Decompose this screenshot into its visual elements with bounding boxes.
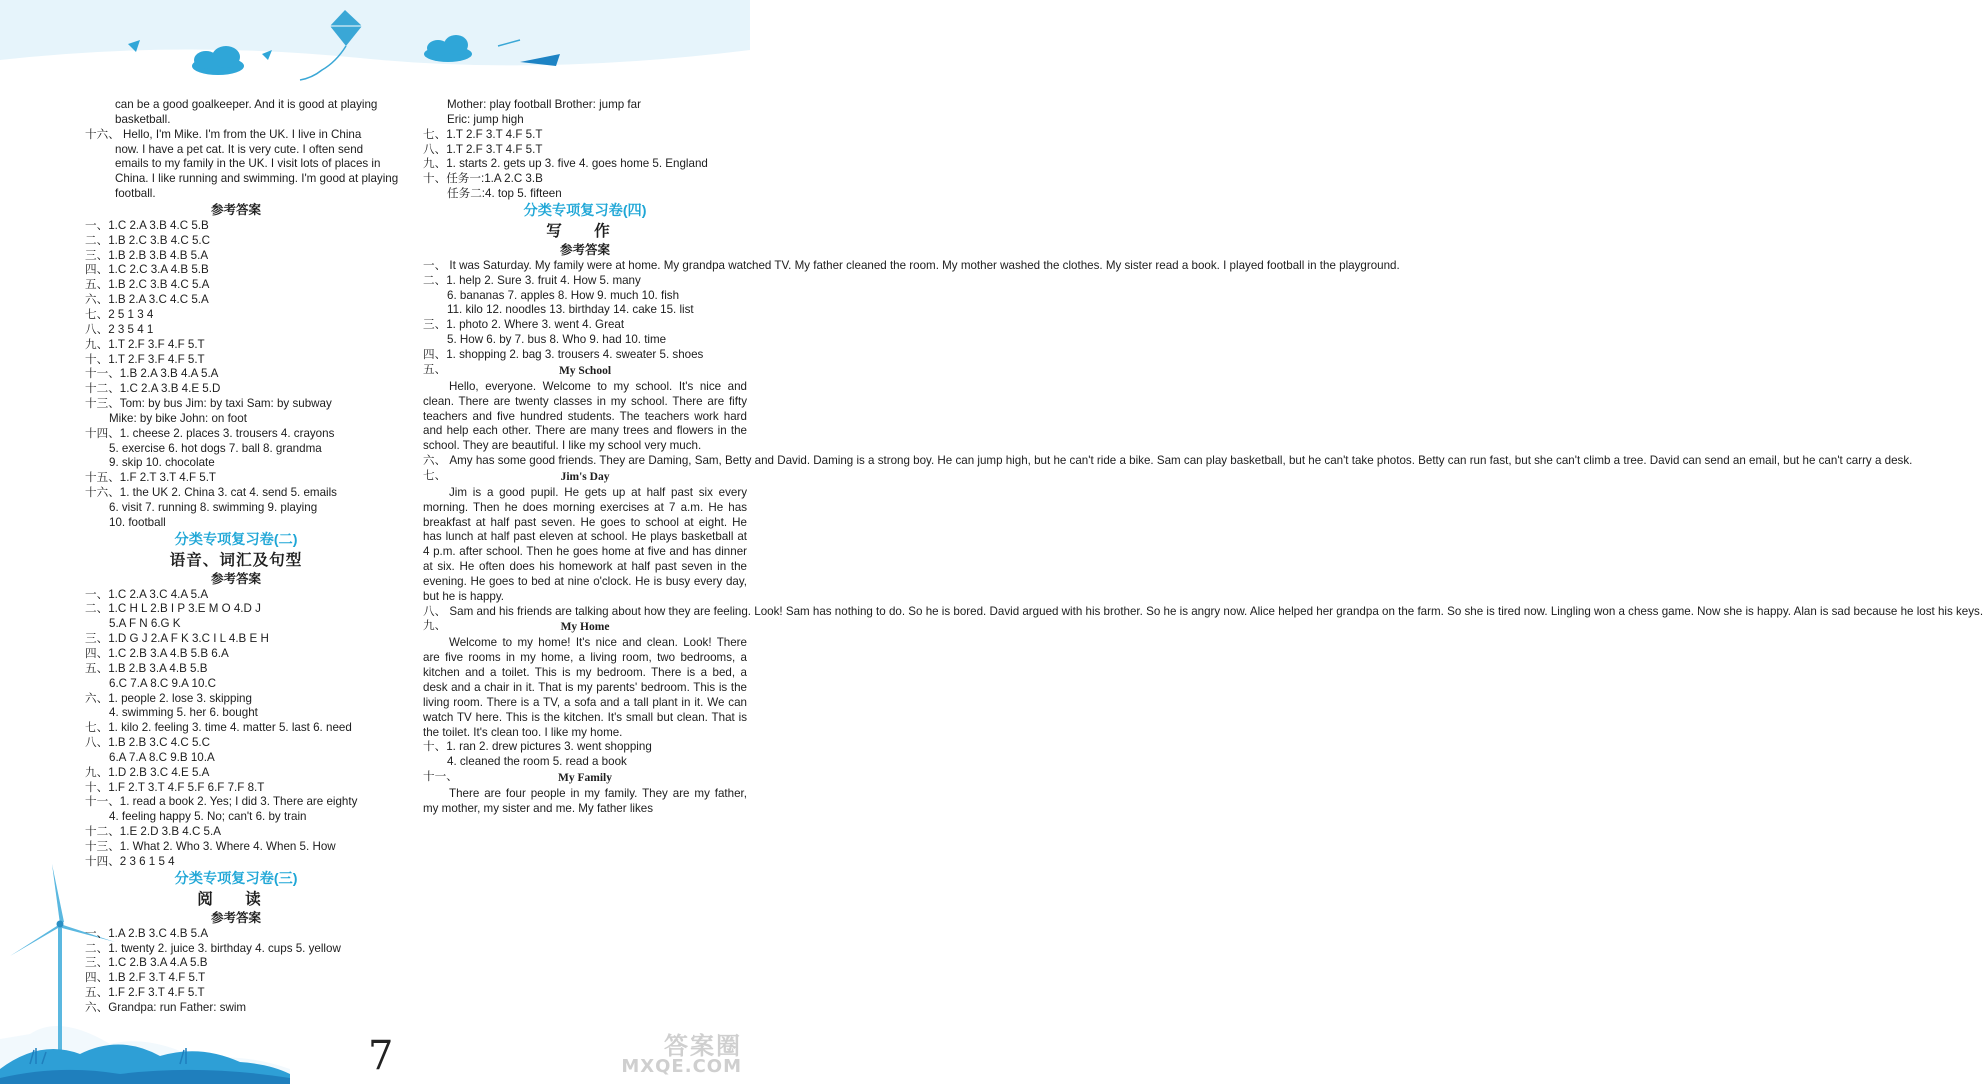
answer-line: 四、1. shopping 2. bag 3. trousers 4. sweater 5. shoes bbox=[423, 347, 704, 361]
answer-line: 六、Grandpa: run Father: swim bbox=[85, 1000, 247, 1014]
section-title: 分类专项复习卷(三) bbox=[174, 870, 298, 887]
answer-line: 三、1.D G J 2.A F K 3.C I L 4.B E H bbox=[85, 632, 269, 646]
answer-line: 五、1.B 2.B 3.A 4.B 5.B bbox=[85, 661, 208, 675]
answer-line: 4. feeling happy 5. No; can't 6. by train bbox=[109, 810, 307, 824]
answer-key-heading: 参考答案 bbox=[210, 571, 261, 586]
answer-line: football. bbox=[115, 187, 156, 201]
section-heading-row bbox=[423, 770, 747, 787]
watermark-title: 答案圈 bbox=[664, 1032, 742, 1060]
answer-key-heading: 参考答案 bbox=[210, 202, 261, 217]
answer-line: 6. bananas 7. apples 8. How 9. much 10. fish bbox=[447, 288, 680, 302]
left-column bbox=[85, 98, 399, 1016]
answer-line: 十六、 Hello, I'm Mike. I'm from the UK. I live in China bbox=[85, 127, 362, 141]
answer-line: 四、1.B 2.F 3.T 4.F 5.T bbox=[85, 971, 206, 985]
section-heading-row bbox=[423, 619, 747, 636]
answer-paragraph: 八、 Sam and his friends are talking about how they are feeling. Look! Sam has nothing to do. So he is bored. David argued with his brother. So he is angry now. Alice helped her grandpa on the farm. So she is tired now. Lingling won a chess game. Now she is happy. Alan is sad because he lost his keys. bbox=[423, 604, 1983, 618]
answer-line: 八、2 3 5 4 1 bbox=[85, 322, 154, 336]
answer-line: 一、1.C 2.A 3.B 4.C 5.B bbox=[85, 218, 209, 232]
answer-key-heading: 参考答案 bbox=[559, 242, 610, 257]
answer-line: 6.C 7.A 8.C 9.A 10.C bbox=[109, 676, 216, 690]
answer-line: 三、1.C 2.B 3.A 4.A 5.B bbox=[85, 956, 208, 970]
answer-line: 四、1.C 2.B 3.A 4.B 5.B 6.A bbox=[85, 647, 229, 660]
answer-line: 十二、1.E 2.D 3.B 4.C 5.A bbox=[85, 825, 221, 839]
answer-line: 10. football bbox=[109, 515, 166, 529]
section-number: 十一、 bbox=[423, 770, 458, 784]
essay-title: Jim's Day bbox=[560, 470, 610, 483]
answer-line: 八、1.T 2.F 3.T 4.F 5.T bbox=[423, 142, 543, 156]
answer-line: 五、1.F 2.F 3.T 4.F 5.T bbox=[85, 986, 205, 1000]
answer-line: emails to my family in the UK. I visit lots of places in bbox=[115, 157, 381, 171]
answer-paragraph: Jim is a good pupil. He gets up at half past six every morning. Then he does morning exercises at 7 a.m. He has breakfast at half past seven. He goes to school at eight. He has lunch at half past eleven at school. He plays basketball at 4 p.m. after school. Then he goes home at five and has dinner at six. He often does his homework at half past seven in the evening. He goes to bed at nine o'clock. He is busy every day, but he is happy. bbox=[423, 485, 747, 603]
answer-line: 11. kilo 12. noodles 13. birthday 14. cake 15. list bbox=[447, 303, 694, 317]
answer-line: 5.A F N 6.G K bbox=[109, 617, 181, 631]
answer-paragraph: There are four people in my family. They are my father, my mother, my sister and me. My father likes bbox=[423, 787, 747, 815]
section-subtitle: 阅 读 bbox=[197, 890, 275, 908]
answer-key-heading: 参考答案 bbox=[210, 910, 261, 925]
answer-line: 四、1.C 2.C 3.A 4.B 5.B bbox=[85, 263, 209, 277]
answer-line: 七、1. kilo 2. feeling 3. time 4. matter 5. last 6. need bbox=[85, 721, 352, 735]
answer-paragraph: Welcome to my home! It's nice and clean. Look! There are five rooms in my home, a living room, two bedrooms, a kitchen and a toilet. This is my bedroom. There is a bed, a desk and a chair in it. That is my parents' bedroom. This is the living room. There is a TV, a sofa and a tall plant in it. We can watch TV here. This is the kitchen. It's small but clean. That is the toilet. It's clean too. I like my home. bbox=[423, 636, 747, 739]
answer-paragraph: Hello, everyone. Welcome to my school. It's nice and clean. There are twenty classes in my school. There are fifty teachers and five hundred students. The teachers work hard and help each other. There are many trees and flowers in the school. They are beautiful. I like my school very much. bbox=[423, 379, 747, 453]
right-column bbox=[423, 98, 1983, 817]
answer-line: 九、1.T 2.F 3.F 4.F 5.T bbox=[85, 337, 205, 351]
answer-line: 八、1.B 2.B 3.C 4.C 5.C bbox=[85, 736, 211, 750]
watermark-url: MXQE.COM bbox=[621, 1056, 742, 1077]
answer-line: 十三、Tom: by bus Jim: by taxi Sam: by subway bbox=[85, 397, 332, 411]
answer-line: 9. skip 10. chocolate bbox=[109, 456, 215, 470]
answer-line: 六、1. people 2. lose 3. skipping bbox=[85, 691, 252, 705]
answer-line: 十六、1. the UK 2. China 3. cat 4. send 5. emails bbox=[85, 486, 337, 500]
answer-line: 4. swimming 5. her 6. bought bbox=[109, 706, 258, 720]
answer-line: can be a good goalkeeper. And it is good at playing bbox=[115, 98, 378, 111]
answer-line: Mother: play football Brother: jump far bbox=[447, 98, 641, 111]
section-heading-row bbox=[423, 469, 747, 486]
answer-line: 十、1.F 2.T 3.T 4.F 5.F 6.F 7.F 8.T bbox=[85, 780, 265, 794]
answer-line: 九、1.D 2.B 3.C 4.E 5.A bbox=[85, 765, 210, 779]
answer-line: 五、1.B 2.C 3.B 4.C 5.A bbox=[85, 278, 210, 292]
answer-line: 4. cleaned the room 5. read a book bbox=[447, 755, 627, 769]
answer-paragraph: 一、 It was Saturday. My family were at home. My grandpa watched TV. My father cleaned the room. My mother washed the clothes. My sister read a book. I played football in the playground. bbox=[423, 258, 1400, 272]
answer-line: 十、1.T 2.F 3.F 4.F 5.T bbox=[85, 352, 205, 366]
answer-line: 二、1. help 2. Sure 3. fruit 4. How 5. many bbox=[423, 273, 641, 287]
section-subtitle: 语音、词汇及句型 bbox=[169, 551, 303, 569]
answer-line: 三、1.B 2.B 3.B 4.B 5.A bbox=[85, 248, 209, 262]
section-title: 分类专项复习卷(四) bbox=[523, 202, 647, 219]
answer-line: 十二、1.C 2.A 3.B 4.E 5.D bbox=[85, 382, 221, 396]
answer-line: Mike: by bike John: on foot bbox=[109, 411, 247, 425]
answer-line: 5. exercise 6. hot dogs 7. ball 8. grandma bbox=[109, 441, 322, 455]
answer-line: 十一、1.B 2.A 3.B 4.A 5.A bbox=[85, 367, 219, 381]
section-number: 五、 bbox=[423, 362, 447, 376]
answer-line: 任务二:4. top 5. fifteen bbox=[447, 187, 562, 201]
answer-line: 三、1. photo 2. Where 3. went 4. Great bbox=[423, 318, 625, 332]
answer-line: 十三、1. What 2. Who 3. Where 4. When 5. How bbox=[85, 839, 336, 853]
answer-line: 十五、1.F 2.T 3.T 4.F 5.T bbox=[85, 471, 217, 485]
answer-line: 6. visit 7. running 8. swimming 9. playing bbox=[109, 500, 318, 514]
answer-line: 十一、1. read a book 2. Yes; I did 3. There are eighty bbox=[85, 795, 358, 809]
answer-line: 十四、1. cheese 2. places 3. trousers 4. crayons bbox=[85, 426, 335, 440]
answer-line: 二、1.C H L 2.B I P 3.E M O 4.D J bbox=[85, 602, 261, 616]
answer-line: 十、1. ran 2. drew pictures 3. went shopping bbox=[423, 740, 652, 754]
essay-title: My School bbox=[558, 364, 612, 377]
watermark bbox=[621, 1034, 742, 1076]
answer-line: China. I like running and swimming. I'm good at playing bbox=[115, 172, 399, 186]
answer-line: 一、1.C 2.A 3.C 4.A 5.A bbox=[85, 587, 209, 601]
answer-paragraph: 六、 Amy has some good friends. They are Daming, Sam, Betty and David. Daming is a strong boy. He can jump high, but he can't ride a bike. Sam can play basketball, but he can't take photos. Betty can run fast, but she can't climb a tree. David can send an email, but he can't carry a desk. bbox=[423, 454, 1913, 468]
answer-line: 七、1.T 2.F 3.T 4.F 5.T bbox=[423, 127, 543, 141]
essay-title: My Family bbox=[558, 772, 612, 785]
section-number: 七、 bbox=[423, 468, 447, 482]
answer-line: 九、1. starts 2. gets up 3. five 4. goes home 5. England bbox=[423, 157, 708, 171]
answer-line: 二、1. twenty 2. juice 3. birthday 4. cups 5. yellow bbox=[85, 941, 341, 955]
section-heading-row bbox=[423, 363, 747, 380]
answer-line: 二、1.B 2.C 3.B 4.C 5.C bbox=[85, 233, 211, 247]
page-number: 7 bbox=[368, 1033, 394, 1079]
section-number: 九、 bbox=[423, 619, 447, 633]
answer-line: now. I have a pet cat. It is very cute. I often send bbox=[115, 142, 364, 156]
answer-line: 十四、2 3 6 1 5 4 bbox=[85, 854, 175, 868]
answer-line: 6.A 7.A 8.C 9.B 10.A bbox=[109, 750, 215, 764]
essay-title: My Home bbox=[560, 621, 610, 634]
answer-line: Eric: jump high bbox=[447, 112, 524, 126]
answer-line: 十、任务一:1.A 2.C 3.B bbox=[423, 172, 543, 186]
answer-line: basketball. bbox=[115, 112, 171, 126]
answer-line: 5. How 6. by 7. bus 8. Who 9. had 10. time bbox=[447, 333, 667, 347]
answer-line: 一、1.A 2.B 3.C 4.B 5.A bbox=[85, 926, 209, 940]
section-subtitle: 写 作 bbox=[546, 222, 624, 240]
answer-line: 六、1.B 2.A 3.C 4.C 5.A bbox=[85, 293, 209, 307]
answer-line: 七、2 5 1 3 4 bbox=[85, 307, 154, 321]
section-title: 分类专项复习卷(二) bbox=[174, 531, 298, 548]
header-decoration bbox=[0, 0, 750, 92]
